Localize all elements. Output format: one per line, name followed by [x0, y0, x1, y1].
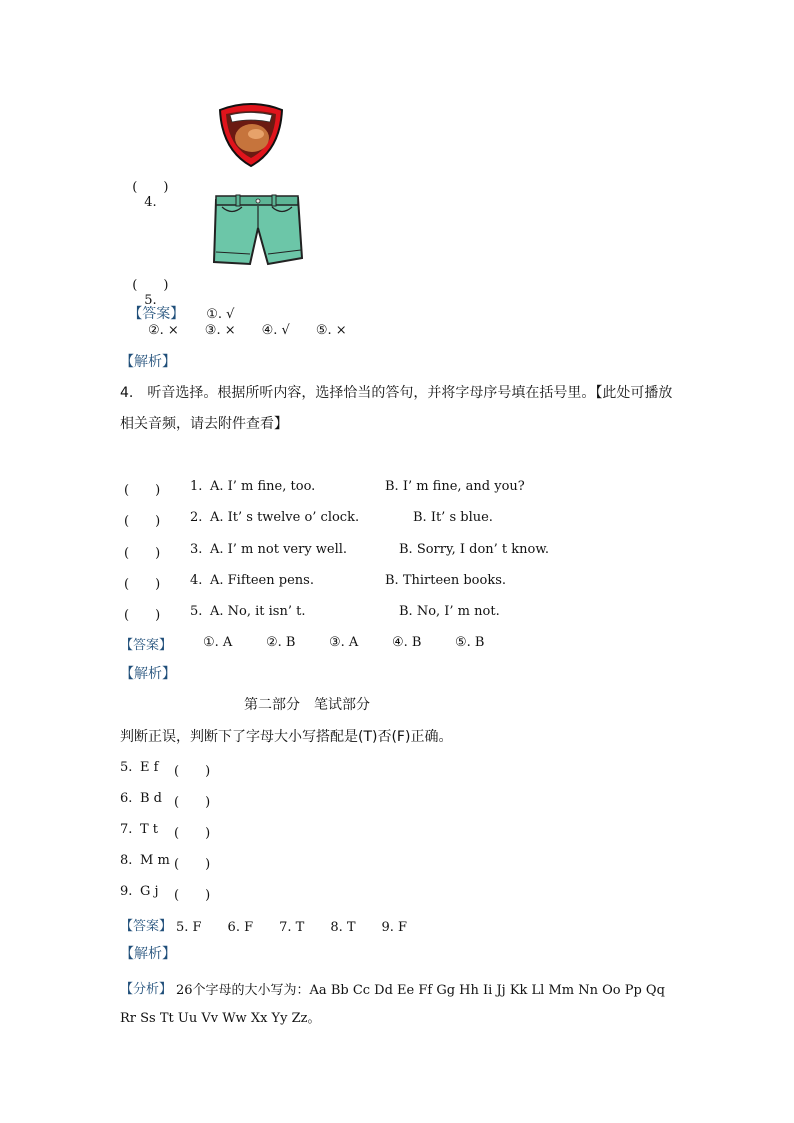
answer-tag: 【答案】: [120, 919, 173, 934]
answer-tag: 【答案】: [128, 306, 185, 322]
item-number: 3.: [190, 542, 203, 557]
answer-line-2: ②. × ③. × ④. √ ⑤. ×: [148, 323, 347, 338]
answer-paren: ( ): [124, 608, 161, 623]
answer-paren: ( ): [174, 826, 211, 841]
fenxi-text-2: Rr Ss Tt Uu Vv Ww Xx Yy Zz。: [120, 1011, 321, 1026]
part2-title: 第二部分 笔试部分: [244, 697, 370, 713]
part2-answer-text: 5. F 6. F 7. T 8. T 9. F: [176, 920, 408, 935]
option-a: A. Fifteen pens.: [210, 573, 314, 588]
item-number: 6.: [120, 791, 133, 806]
item-number: 5.: [190, 604, 203, 619]
answer-paren: ( ): [174, 888, 211, 903]
item-number: 8.: [120, 853, 133, 868]
answer-paren: ( ): [174, 795, 211, 810]
answer-paren: ( ): [124, 483, 161, 498]
option-a: A. It’ s twelve o’ clock.: [210, 510, 360, 525]
analysis-tag-3: 【解析】: [120, 946, 176, 962]
answer-paren: ( ): [132, 278, 169, 293]
item-number: 5.: [120, 760, 133, 775]
option-a: A. No, it isn’ t.: [210, 604, 306, 619]
q4-answer-4: ④. B: [392, 635, 422, 650]
q4-instruction-line2: 相关音频，请去附件查看】: [120, 416, 288, 432]
answer-paren: ( ): [174, 857, 211, 872]
item-number: 9.: [120, 884, 133, 899]
q4-instruction-line1: 4. 听音选择。根据所听内容，选择恰当的答句，并将字母序号填在括号里。【此处可播放: [120, 385, 673, 401]
answer-block-1: [120, 290, 234, 323]
q4-answer-3: ③. A: [329, 635, 359, 650]
shorts-picture: [210, 192, 304, 272]
letter-pair: M m: [140, 853, 170, 868]
option-a: A. I’ m fine, too.: [210, 479, 316, 494]
letter-pair: T t: [140, 822, 159, 837]
item-number: 4.: [144, 195, 157, 210]
option-b: B. Thirteen books.: [385, 573, 507, 588]
analysis-tag-2: 【解析】: [120, 666, 176, 682]
option-b: B. It’ s blue.: [413, 510, 493, 525]
mouth-picture: [216, 100, 286, 168]
answer-paren: ( ): [132, 180, 169, 195]
item-number: 1.: [190, 479, 203, 494]
answer-paren: ( ): [124, 546, 161, 561]
letter-pair: B d: [140, 791, 163, 806]
letter-pair: E f: [140, 760, 159, 775]
fenxi-text-1: 26个字母的大小写为：Aa Bb Cc Dd Ee Ff Gg Hh Ii Jj Kk Ll Mm Nn Oo Pp Qq: [176, 983, 665, 998]
q4-answer-1: ①. A: [203, 635, 233, 650]
item-number: 4.: [190, 573, 203, 588]
answer-paren: ( ): [174, 764, 211, 779]
answer-line-1: ①. √: [206, 307, 235, 322]
answer-tag: 【答案】: [120, 638, 173, 653]
letter-pair: G j: [140, 884, 159, 899]
picture-item-4: [124, 161, 168, 210]
option-a: A. I’ m not very well.: [210, 542, 348, 557]
item-number: 5.: [144, 293, 157, 308]
fenxi-tag: 【分析】: [120, 982, 173, 997]
part2-instruction: 判断正误，判断下了字母大小写搭配是(T)否(F)正确。: [120, 729, 453, 745]
answer-paren: ( ): [124, 577, 161, 592]
option-b: B. Sorry, I don’ t know.: [399, 542, 550, 557]
option-b: B. I’ m fine, and you?: [385, 479, 525, 494]
item-number: 2.: [190, 510, 203, 525]
answer-paren: ( ): [124, 514, 161, 529]
item-number: 7.: [120, 822, 133, 837]
analysis-tag: 【解析】: [120, 354, 176, 370]
q4-answer-5: ⑤. B: [455, 635, 485, 650]
q4-answer-2: ②. B: [266, 635, 296, 650]
option-b: B. No, I’ m not.: [399, 604, 500, 619]
